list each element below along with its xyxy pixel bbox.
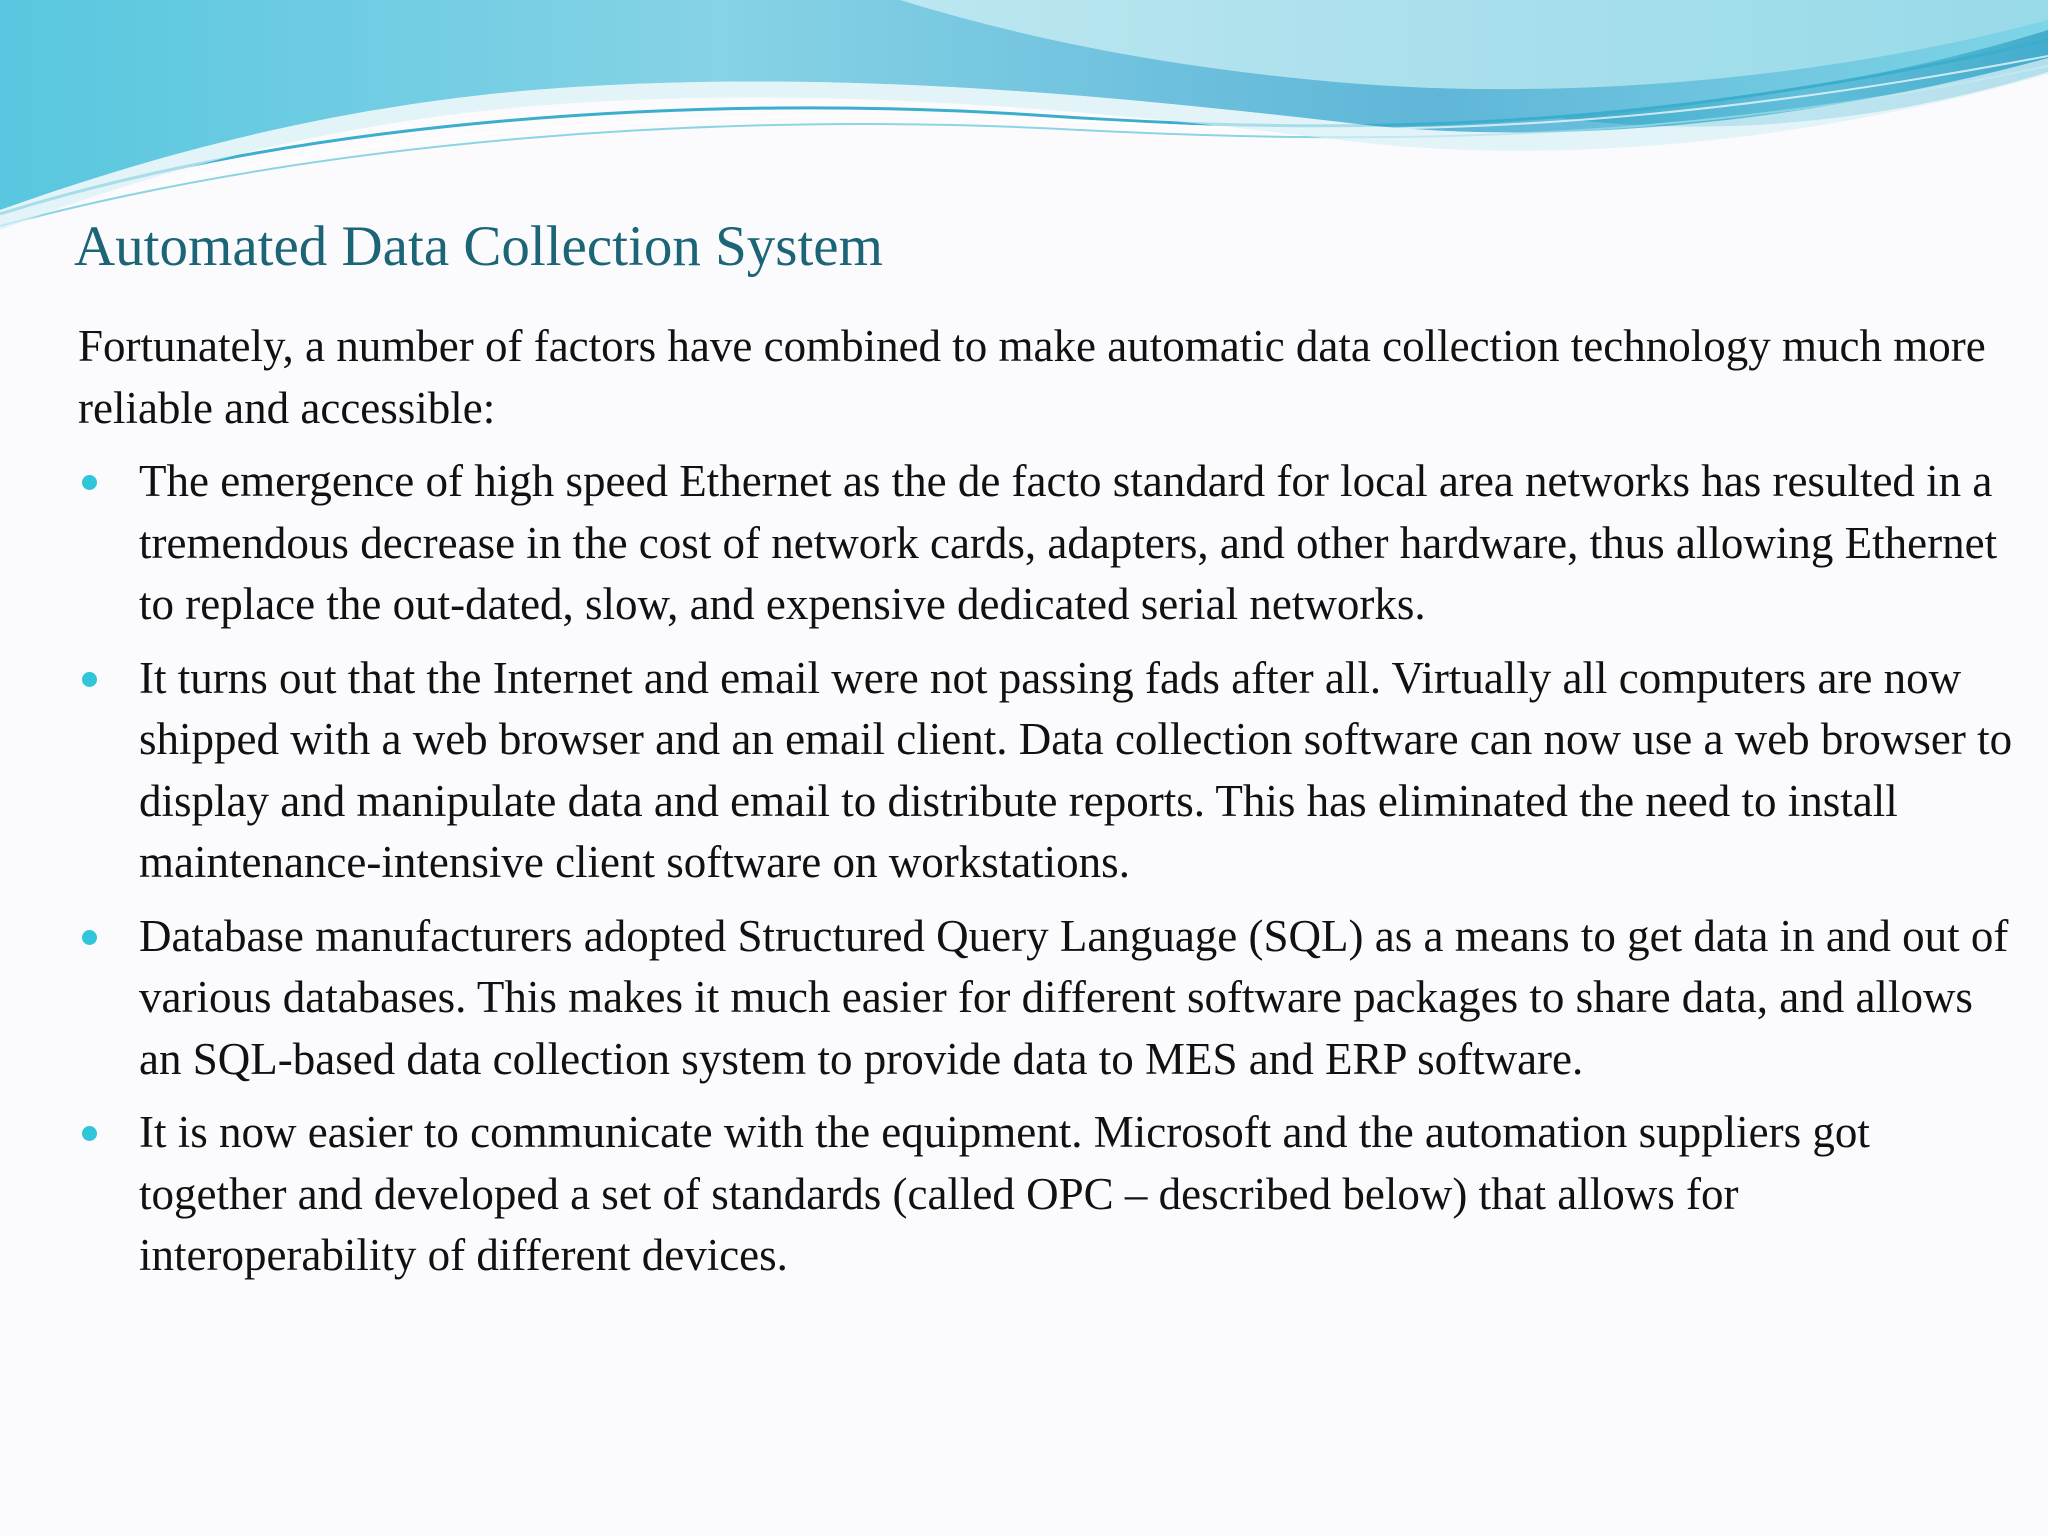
list-item (78, 1102, 2018, 1287)
bullet-text: The emergence of high speed Ethernet as the de facto standard for local area networks has resulted in a tremendous decrease in the cost of network cards, adapters, and other hardware, thus allowing Ethernet to replace the out-dated, slow, and expensive dedicated serial networks. (139, 456, 1998, 629)
list-item (78, 906, 2018, 1091)
bullet-list (78, 451, 2018, 1287)
bullet-text: Database manufacturers adopted Structured Query Language (SQL) as a means to get data in and out of various databases. This makes it much easier for different software packages to share data, and allows an SQL-based data collection system to provide data to MES and ERP software. (139, 910, 2009, 1084)
bullet-icon (82, 672, 97, 687)
slide-title: Automated Data Collection System (74, 215, 883, 278)
intro-paragraph: Fortunately, a number of factors have combined to make automatic data collection technology much more reliable and accessible: (78, 321, 1986, 433)
bullet-text: It turns out that the Internet and email were not passing fads after all. Virtually all computers are now shipped with a web browser and an email client. Data collection software can now use a web browser to display and manipulate data and email to distribute reports. This has eliminated the need to install maintenance-intensive client software on workstations. (139, 652, 2013, 887)
slide-body (78, 316, 2018, 1299)
bullet-icon (82, 475, 97, 490)
bullet-icon (82, 1126, 97, 1141)
list-item (78, 648, 2018, 894)
bullet-text: It is now easier to communicate with the equipment. Microsoft and the automation suppliers got together and developed a set of standards (called OPC – described below) that allows for interoperability of different devices. (139, 1107, 1870, 1280)
header-wave-decoration (0, 0, 2048, 240)
list-item (78, 451, 2018, 636)
bullet-icon (82, 930, 97, 945)
